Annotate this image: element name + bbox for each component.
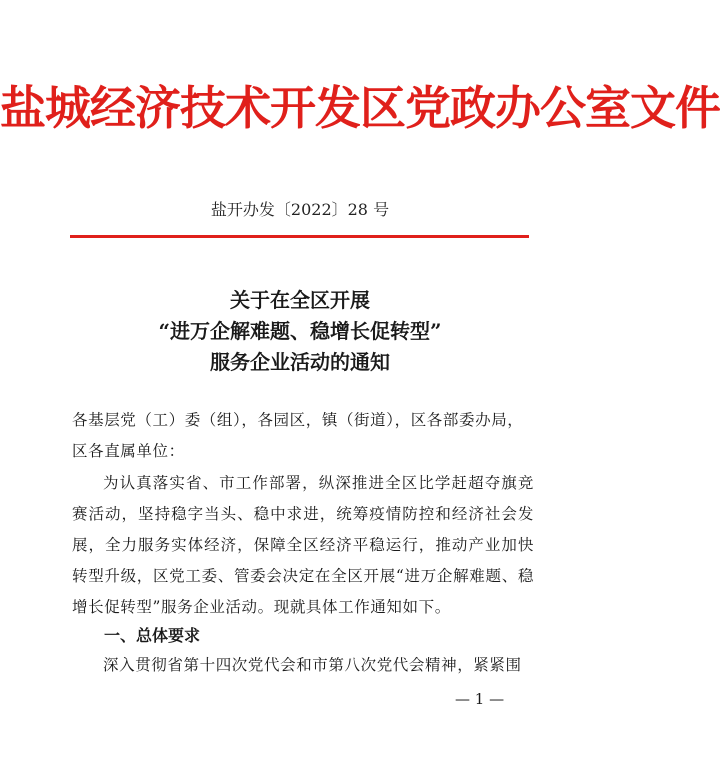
section-heading: 一、总体要求: [104, 626, 201, 645]
notice-title: [0, 285, 600, 378]
notice-title-line-2: “进万企解难题、稳增长促转型”: [158, 319, 442, 343]
page-number: — 1 —: [455, 690, 505, 708]
recipients-line: 各基层党（工）委（组），各园区，镇（街道），区各部委办局，区各直属单位：: [72, 411, 524, 460]
red-divider-line: [70, 235, 529, 238]
section-paragraph: 深入贯彻省第十四次党代会和市第八次党代会精神，紧紧围: [103, 656, 522, 674]
intro-paragraph: 为认真落实省、市工作部署，纵深推进全区比学赶超夺旗竞赛活动，坚持稳字当头、稳中求进，统筹疫情防控和经济社会发展，全力服务实体经济，保障全区经济平稳运行，推动产业加快转型升级，区党工委、管委会决定在全区开展“进万企解难题、稳增长促转型”服务企业活动。现就具体工作通知如下。: [72, 474, 534, 616]
document-number: 盐开办发〔2022〕28 号: [210, 200, 390, 219]
document-header-title: 盐城经济技术开发区党政办公室文件: [0, 81, 720, 135]
notice-title-line-3: 服务企业活动的通知: [210, 350, 390, 374]
notice-title-line-1: 关于在全区开展: [230, 288, 370, 312]
